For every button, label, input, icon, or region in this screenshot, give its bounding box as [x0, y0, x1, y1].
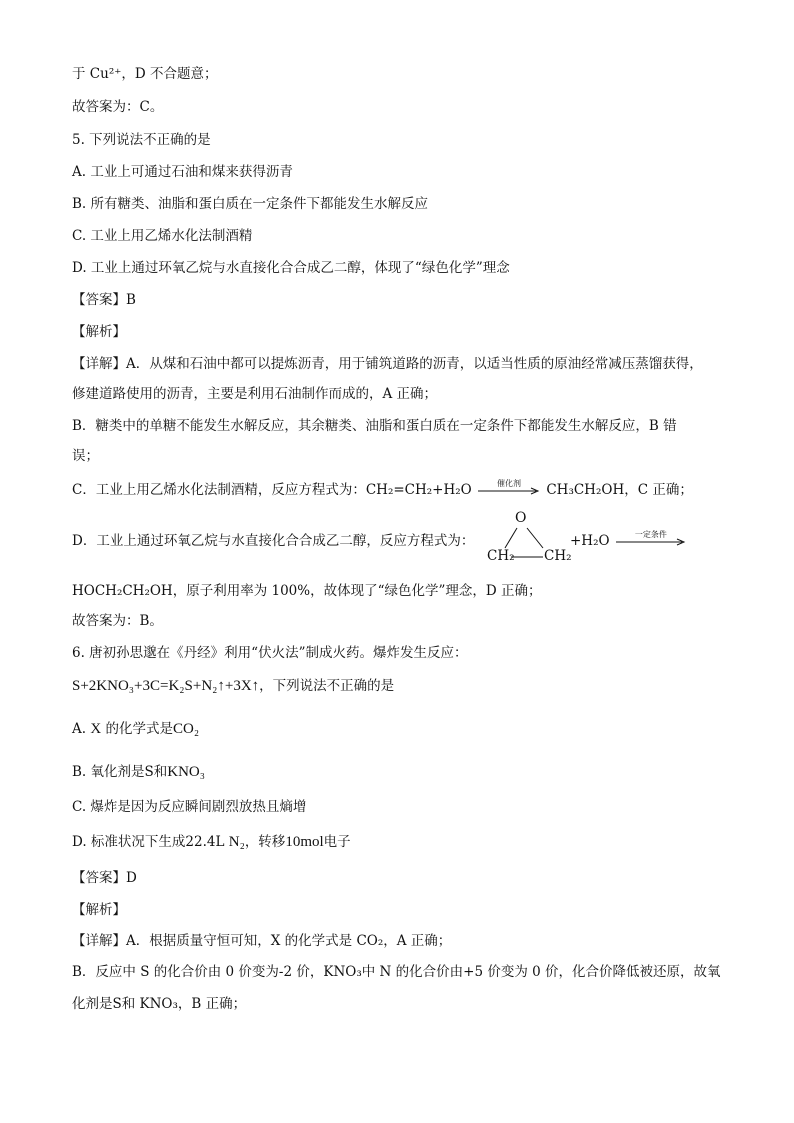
- question-6-detail-b-line1: B．反应中 S 的化合价由 0 价变为-2 价，KNO₃中 N 的化合价由+5 价变为 0 价，化合价降低被还原，故氧: [72, 964, 721, 980]
- question-5-detail-d-prefix: D．工业上通过环氧乙烷与水直接化合合成乙二醇，反应方程式为：: [72, 533, 475, 549]
- question-5-option-d: D. 工业上通过环氧乙烷与水直接化合合成乙二醇，体现了“绿色化学”理念: [72, 260, 510, 276]
- text-line: 于 Cu²⁺，D 不合题意；: [72, 66, 218, 82]
- detail-c-reactants: CH₂=CH₂+H₂O: [365, 482, 472, 498]
- option-a-formula: CO₂: [172, 721, 200, 737]
- epoxide-structure: [487, 508, 571, 568]
- question-5-detail-d-water: [570, 531, 688, 551]
- option-d-text: D. 标准状况下生成22.4L: [72, 834, 229, 850]
- question-6-analysis-heading: 【解析】: [72, 902, 126, 918]
- question-6-option-b: [72, 762, 205, 782]
- question-5-final: 故答案为：B。: [72, 613, 163, 629]
- question-6-detail-b-line2: 化剂是S和 KNO₃，B 正确；: [72, 996, 247, 1012]
- epoxide-ch2-right: CH₂: [544, 548, 572, 564]
- question-5-detail-b-line2: 误；: [72, 448, 99, 464]
- question-5-detail-a-line1: 【详解】A．从煤和石油中都可以提炼沥青，用于铺筑道路的沥青，以适当性质的原油经常减压蒸馏获得，: [72, 356, 703, 372]
- question-6-option-a: [72, 719, 199, 739]
- epoxide-ch2-left: CH₂: [487, 548, 515, 564]
- question-5-answer: 【答案】B: [72, 292, 136, 308]
- reaction-arrow: [616, 529, 686, 546]
- option-a-text: 的化学式是: [101, 721, 173, 737]
- question-5-analysis-heading: 【解析】: [72, 324, 126, 340]
- option-d-mid: ，转移: [244, 834, 286, 850]
- reaction-arrow: [478, 478, 540, 495]
- question-6-option-d: [72, 832, 351, 852]
- option-d-amount: 10mol: [285, 834, 324, 850]
- option-d-formula: N₂: [228, 834, 245, 850]
- question-6-equation: S+2KNO₃+3C=K₂S+N₂↑+3X↑: [72, 678, 260, 694]
- question-6-detail-a: 【详解】A．根据质量守恒可知，X 的化学式是 CO₂，A 正确；: [72, 933, 452, 949]
- question-5-detail-c: [72, 480, 693, 500]
- question-5-option-a: A. 工业上可通过石油和煤来获得沥青: [72, 164, 293, 180]
- question-5-detail-b-line1: B．糖类中的单糖不能发生水解反应，其余糖类、油脂和蛋白质在一定条件下都能发生水解反应，B 错: [72, 418, 677, 434]
- question-5-option-b: B. 所有糖类、油脂和蛋白质在一定条件下都能发生水解反应: [72, 196, 429, 212]
- detail-c-prefix: C．工业上用乙烯水化法制酒精，反应方程式为：: [72, 482, 366, 498]
- epoxide-oxygen: O: [515, 510, 527, 526]
- text-line: 故答案为：C。: [72, 99, 164, 115]
- option-a-x: X: [90, 721, 102, 737]
- arrow-condition: 一定条件: [634, 529, 667, 539]
- question-6-answer: 【答案】D: [72, 870, 137, 886]
- detail-c-product: CH₃CH₂OH，C 正确；: [546, 482, 693, 498]
- question-5-stem: 5. 下列说法不正确的是: [72, 132, 211, 148]
- option-d-tail: 电子: [323, 834, 351, 850]
- question-6-equation-tail: ，下列说法不正确的是: [259, 678, 395, 694]
- question-5-detail-d-continued: HOCH₂CH₂OH，原子利用率为 100%，故体现了“绿色化学”理念，D 正确；: [72, 583, 542, 599]
- detail-d-water: +H₂O: [570, 533, 610, 549]
- arrow-condition: 催化剂: [497, 478, 522, 488]
- option-a-label: A.: [72, 721, 91, 737]
- question-6-stem: 6. 唐初孙思邈在《丹经》利用“伏火法”制成火药。爆炸发生反应：: [72, 645, 468, 661]
- question-5-option-c: C. 工业上用乙烯水化法制酒精: [72, 228, 253, 244]
- question-6-option-c: C. 爆炸是因为反应瞬间剧烈放热且熵增: [72, 799, 307, 815]
- question-6-equation-line: [72, 676, 394, 696]
- question-5-detail-a-line2: 修建道路使用的沥青，主要是利用石油制作而成的，A 正确；: [72, 386, 438, 402]
- option-b-formula: KNO₃: [167, 764, 205, 780]
- option-b-text: B. 氧化剂是S和: [72, 764, 168, 780]
